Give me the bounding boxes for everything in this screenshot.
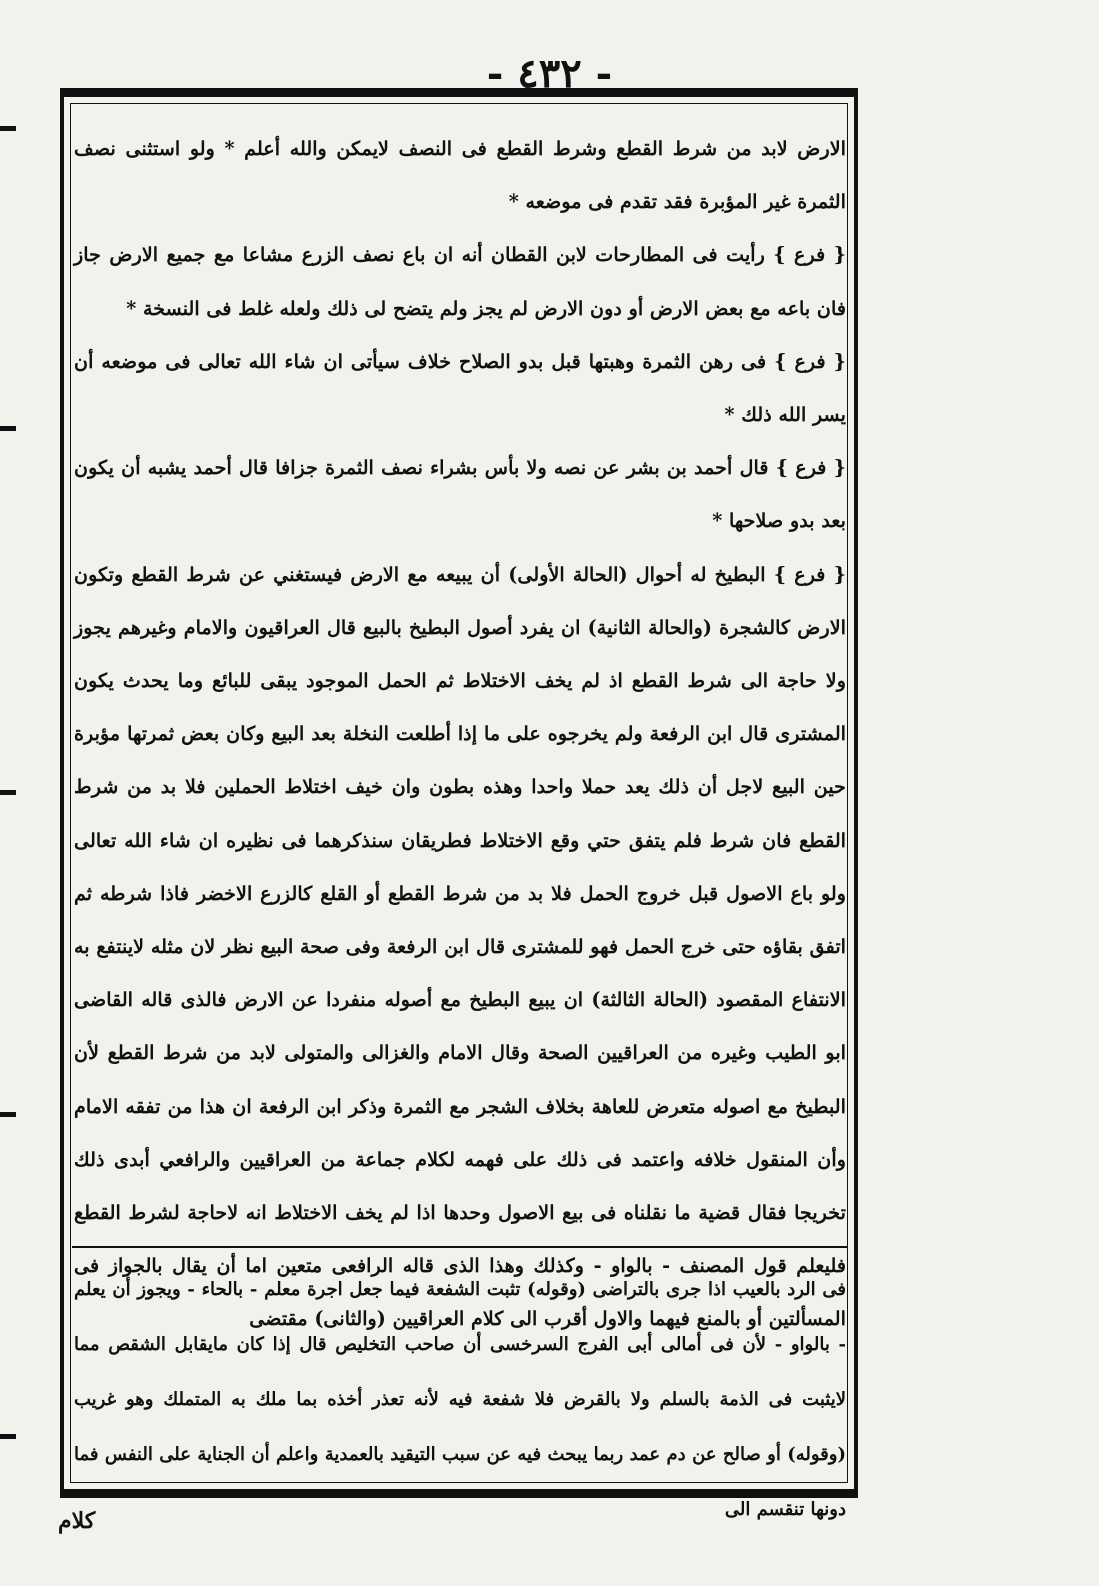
main-paragraph: { فرع } رأيت فى المطارحات لابن القطان أنه ان باع نصف الزرع مشاعا مع جميع الارض جاز فان باعه مع بعض الارض أو دون الارض لم يجز ولم يتضح لى ذلك ولعله غلط فى النسخة *: [74, 243, 846, 320]
edge-mark: [0, 790, 16, 795]
footnote-divider: [72, 1246, 848, 1248]
main-paragraph: { فرع } فى رهن الثمرة وهبتها قبل بدو الصلاح خلاف سيأتى ان شاء الله تعالى فى موضعه أن يسر الله ذلك *: [74, 349, 846, 427]
footnote-text: [74, 1262, 846, 1537]
edge-mark: [0, 1112, 16, 1117]
main-text: [74, 122, 846, 1346]
main-paragraph: { فرع } البطيخ له أحوال (الحالة الأولى) أن يبيعه مع الارض فيستغني عن شرط القطع وتكون الارض كالشجرة (والحالة الثانية) ان يفرد أصول البطيخ بالبيع قال العراقيون والامام وغيرهم يجوز ولا حاجة الى شرط القطع اذ لم يخف الاختلاط ثم الحمل الموجود يبقى للبائع وما يحدث يكون المشترى قال ابن الرفعة ولم يخرجوه على ما إذا أطلعت النخلة بعد البيع وكان بعض ثمرتها مؤبرة حين البيع لاجل أن ذلك يعد حملا واحدا وهذه بطون وان خيف اختلاط الحملين فلا بد من شرط القطع فان شرط فلم يتفق حتي وقع الاختلاط فطريقان سنذكرهما فى نظيره ان شاء الله تعالى ولو باع الاصول قبل خروج الحمل فلا بد من شرط القطع أو القلع كالزرع الاخضر فاذا شرطه ثم اتفق بقاؤه حتى خرج الحمل فهو للمشترى قال ابن الرفعة وفى صحة البيع نظر لان مثله لاينتفع به الانتفاع المقصود (الحالة الثالثة) ان يبيع البطيخ مع أصوله منفردا عن الارض فالذى قاله القاضى ابو الطيب وغيره من العراقيين الصحة وقال الامام والغزالى والمتولى لابد من شرط القطع لأن البطيخ مع اصوله متعرض للعاهة بخلاف الشجر مع الثمرة وذكر ابن الرفعة ان هذا من تفقه الامام وأن المنقول خلافه واعتمد فى ذلك على فهمه لكلام جماعة من العراقيين والرافعي أبدى ذلك تخريجا فقال قضية ما نقلناه فى بيع الاصول وحدها اذا لم يخف الاختلاط انه لاحاجة لشرط القطع فليعلم قول المصنف - بالواو - وكذلك وهذا الذى قاله الرافعى متعين اما أن يقال بالجواز فى المسألتين أو بالمنع فيهما والاول أقرب الى كلام العراقيين (والثانى) مقتضى: [74, 562, 846, 1331]
edge-mark: [0, 426, 16, 431]
catchword: كلام: [58, 1508, 96, 1534]
main-paragraph: الارض لابد من شرط القطع وشرط القطع فى النصف لايمكن والله أعلم * ولو استثنى نصف الثمرة غير المؤبرة فقد تقدم فى موضعه *: [74, 137, 846, 214]
edge-mark: [0, 1434, 16, 1439]
footnote-paragraph: فى الرد بالعيب اذا جرى بالتراضى (وقوله) تثبت الشفعة فيما جعل اجرة معلم - بالحاء - ويجوز أن يعلم - بالواو - لأن فى أمالى أبى الفرج السرخسى أن صاحب التخليص قال إذا كان مايقابل الشقص مما لايثبت فى الذمة بالسلم ولا بالقرض فلا شفعة فيه لأنه تعذر أخذه بما ملك به المتملك وهو غريب (وقوله) أو صالح عن دم عمد ربما يبحث فيه عن سبب التيقيد بالعمدية واعلم أن الجناية على النفس فما دونها تنقسم الى: [74, 1279, 847, 1520]
page-number: - ٤٣٢ -: [486, 50, 613, 97]
edge-mark: [0, 126, 16, 131]
main-paragraph: { فرع } قال أحمد بن بشر عن نصه ولا بأس بشراء نصف الثمرة جزافا قال أحمد يشبه أن يكون بعد بدو صلاحها *: [74, 456, 846, 533]
